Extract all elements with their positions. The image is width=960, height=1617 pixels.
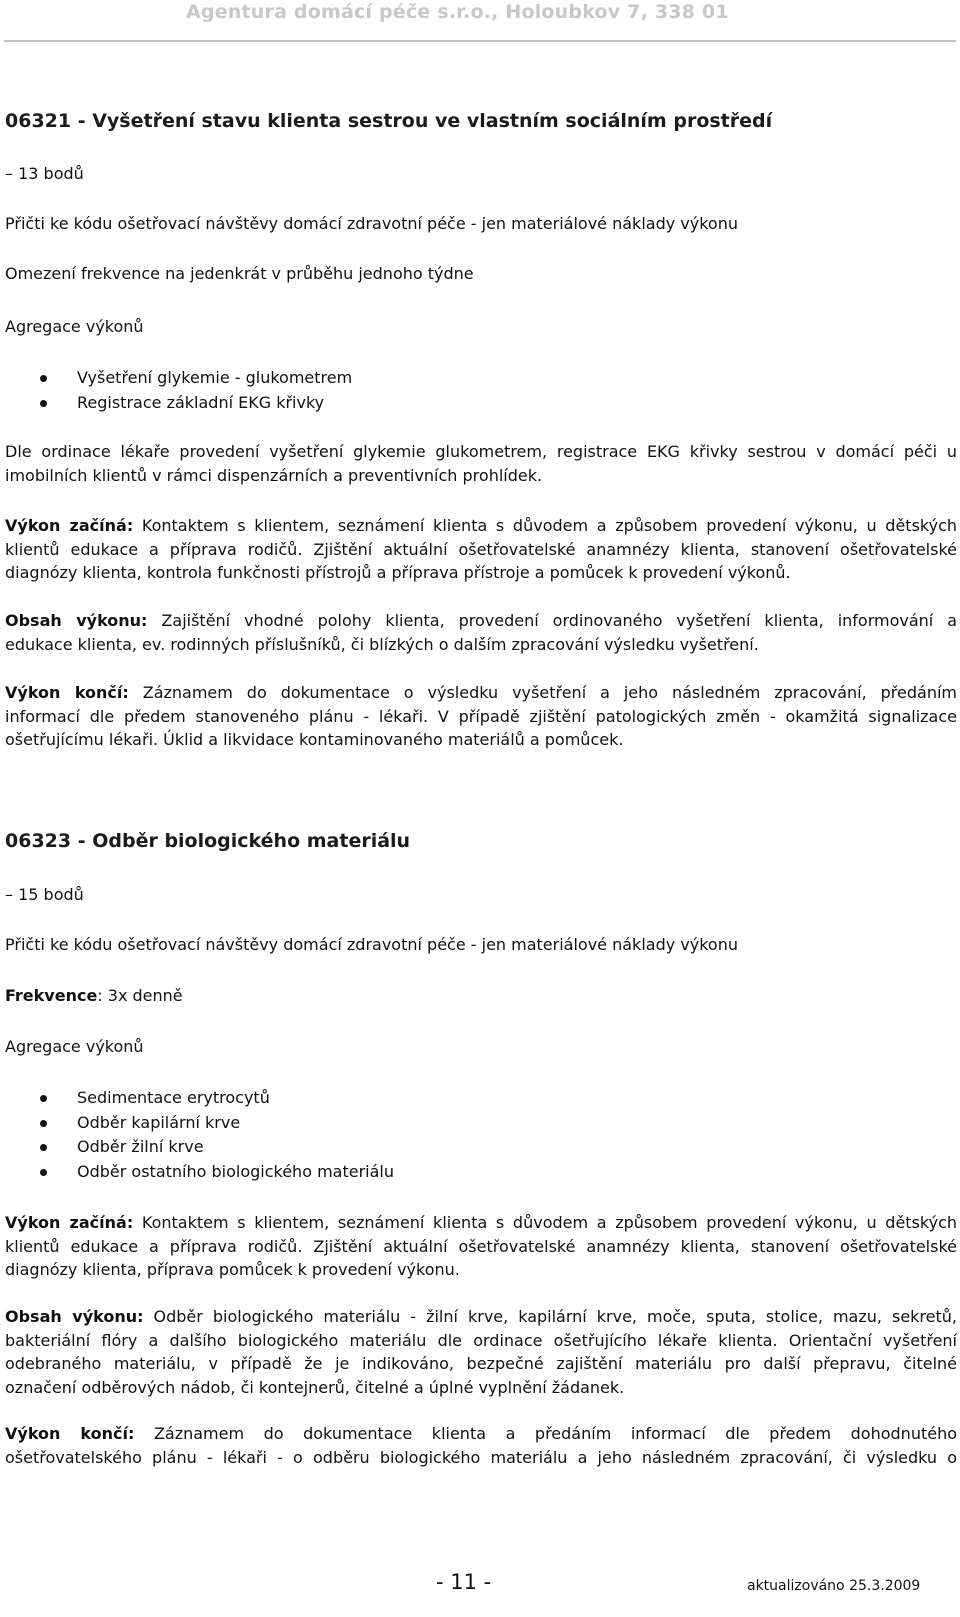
list-item: Registrace základní EKG křivky	[0, 391, 352, 416]
list-item: Odběr ostatního biologického materiálu	[0, 1160, 394, 1185]
section1-content: Obsah výkonu: Zajištění vhodné polohy klienta, provedení ordinovaného vyšetření klienta, informování a edukace klienta, ev. rodinných příslušníků, či blízkých o dalším zpracování výsledku vyšetření.	[5, 611, 958, 654]
start-label: Výkon začíná:	[5, 1213, 134, 1232]
header-text: Agentura domácí péče s.r.o., Holoubkov 7, 338 01	[186, 1, 729, 23]
section2-frequency	[5, 984, 957, 1008]
content-label: Obsah výkonu:	[5, 1307, 144, 1326]
list-item: Sedimentace erytrocytů	[0, 1086, 394, 1111]
end-label: Výkon končí:	[5, 1424, 135, 1443]
bullet-icon	[40, 1095, 47, 1102]
section1-start: Výkon začíná: Kontaktem s klientem, seznámení klienta s důvodem a způsobem provedení výkonu, u dětských klientů edukace a příprava rodičů. Zjištění aktuální ošetřovatelské anamnézy klienta, stanovení ošetřovatelské diagnózy klienta, kontrola funkčnosti přístrojů a příprava přístroje a pomůcek k provedení výkonů.	[5, 516, 958, 582]
page-header	[0, 0, 960, 44]
list-item: Odběr žilní krve	[0, 1135, 394, 1160]
page-number: - 11 -	[436, 1570, 492, 1594]
section1-aggregation-label: Agregace výkonů	[5, 317, 144, 336]
bullet-icon	[40, 1169, 47, 1176]
section2-note: Přičti ke kódu ošetřovací návštěvy domácí zdravotní péče - jen materiálové náklady výkonu	[5, 935, 738, 954]
section2-aggregation-label: Agregace výkonů	[5, 1037, 144, 1056]
section2-title: 06323 - Odběr biologického materiálu	[5, 830, 411, 852]
frequency-label: Frekvence	[5, 986, 98, 1005]
section1-description: Dle ordinace lékaře provedení vyšetření glykemie glukometrem, registrace EKG křivky sestrou v domácí péči u imobilních klientů v rámci dispenzárních a preventivních prohlídek.	[5, 442, 957, 485]
start-label: Výkon začíná:	[5, 516, 134, 535]
end-label: Výkon končí:	[5, 683, 129, 702]
section1-frequency: Omezení frekvence na jedenkrát v průběhu jednoho týdne	[5, 264, 474, 283]
updated-date: aktualizováno 25.3.2009	[747, 1578, 921, 1594]
bullet-icon	[40, 400, 47, 407]
section2-points: – 15 bodů	[5, 885, 84, 904]
list-item: Odběr kapilární krve	[0, 1111, 394, 1136]
section1-points: – 13 bodů	[5, 164, 84, 183]
section2-end: Výkon končí: Záznamem do dokumentace klienta a předáním informací dle předem dohodnutého ošetřovatelského plánu - lékaři - o odběru biologického materiálu a jeho následném zpracování, či výsledku o	[5, 1424, 958, 1467]
bullet-icon	[40, 1144, 47, 1151]
section2-aggregation-list	[0, 1086, 394, 1184]
frequency-value: : 3x denně	[97, 986, 183, 1005]
content-label: Obsah výkonu:	[5, 611, 148, 630]
section1-aggregation-list	[0, 366, 352, 415]
bullet-icon	[40, 375, 47, 382]
header-divider	[4, 40, 956, 42]
section2-start: Výkon začíná: Kontaktem s klientem, seznámení klienta s důvodem a způsobem provedení výkonu, u dětských klientů edukace a příprava rodičů. Zjištění aktuální ošetřovatelské anamnézy klienta, stanovení ošetřovatelské diagnózy klienta, příprava pomůcek k provedení výkonu.	[5, 1213, 958, 1279]
section1-note: Přičti ke kódu ošetřovací návštěvy domácí zdravotní péče - jen materiálové náklady výkonu	[5, 214, 738, 233]
bullet-icon	[40, 1120, 47, 1127]
list-item: Vyšetření glykemie - glukometrem	[0, 366, 352, 391]
section1-title: 06321 - Vyšetření stavu klienta sestrou ve vlastním sociálním prostředí	[5, 110, 773, 132]
section1-end: Výkon končí: Záznamem do dokumentace o výsledku vyšetření a jeho následném zpracování, předáním informací dle předem stanoveného plánu - lékaři. V případě zjištění patologických změn - okamžitá signalizace ošetřujícímu lékaři. Úklid a likvidace kontaminovaného materiálů a pomůcek.	[5, 683, 958, 749]
section2-content: Obsah výkonu: Odběr biologického materiálu - žilní krve, kapilární krve, moče, sputa, stolice, mazu, sekretů, bakteriální flóry a dalšího biologického materiálu dle ordinace ošetřujícího lékaře klienta. Orientační vyšetření odebraného materiálu, v případě že je indikováno, bezpečné zajištění materiálu pro další přepravu, čitelné označení odběrových nádob, či kontejnerů, čitelné a úplné vyplnění žádanek.	[5, 1307, 958, 1397]
